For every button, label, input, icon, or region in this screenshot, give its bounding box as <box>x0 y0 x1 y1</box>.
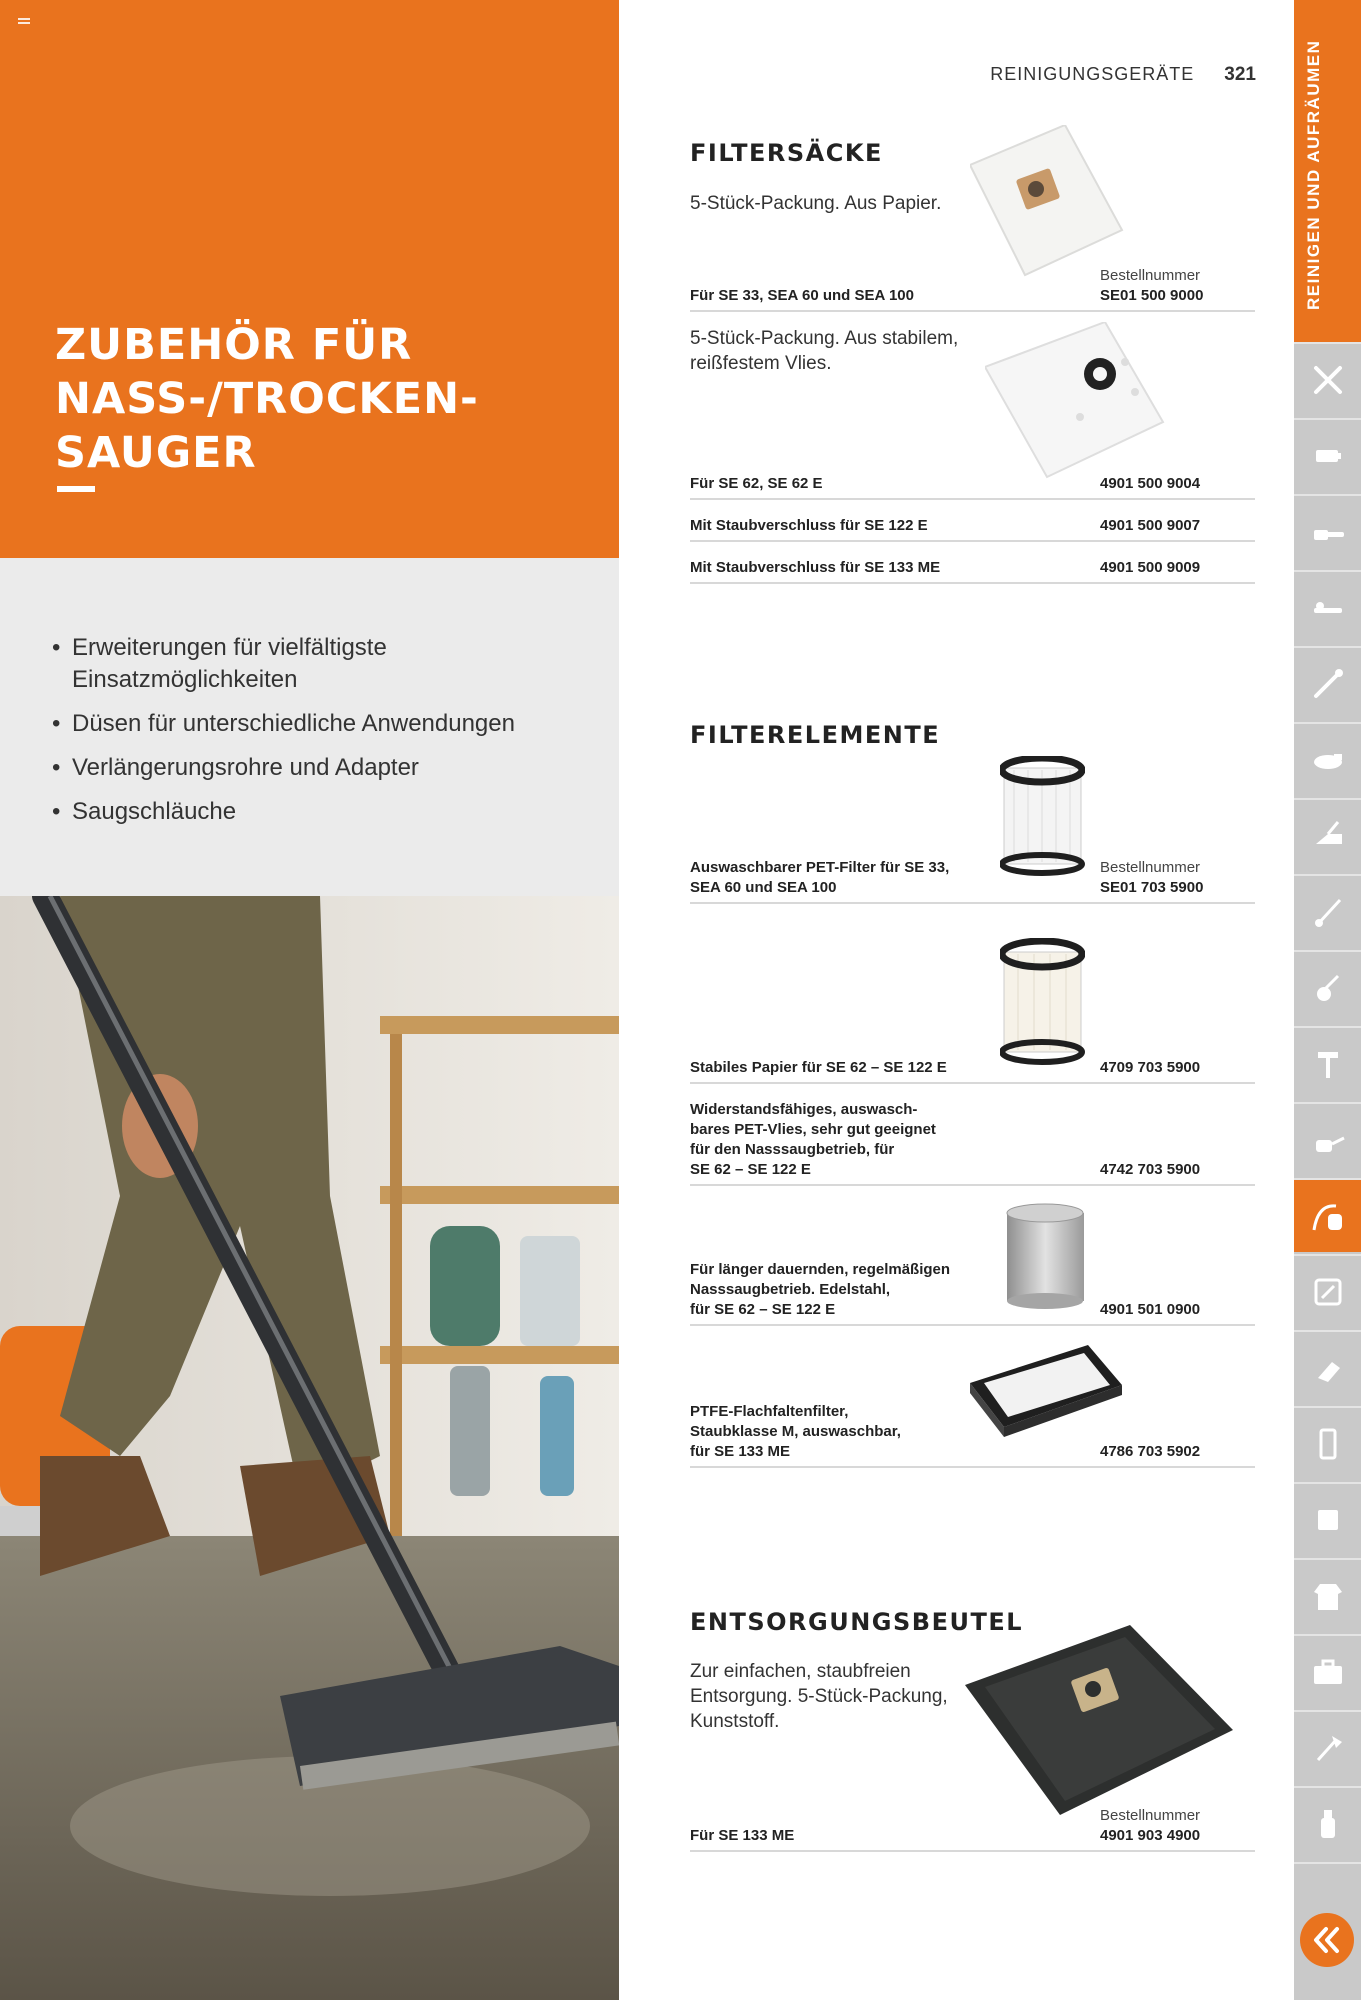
sidebar-item-cutoff[interactable] <box>1294 570 1361 644</box>
sidebar-item-care[interactable] <box>1294 1786 1361 1860</box>
order-row <box>690 1030 1255 1084</box>
order-number-value: SE01 500 9000 <box>1100 287 1204 304</box>
label-line: Nasssaugbetrieb. Edelstahl, <box>690 1281 891 1298</box>
sidebar-item-pressure-washer[interactable] <box>1294 1102 1361 1176</box>
label-line: SEA 60 und SEA 100 <box>690 879 837 896</box>
chainsaw-icon <box>1308 512 1348 552</box>
battery-icon <box>1308 436 1348 476</box>
category-sidebar <box>1294 0 1361 2000</box>
feature-item: • Saugschläuche <box>52 796 592 828</box>
order-number <box>1100 266 1203 306</box>
section-title-entsorgungsbeutel: ENTSORGUNGSBEUTEL <box>690 1608 1024 1636</box>
product-label: Für SE 62, SE 62 E <box>690 475 823 492</box>
order-row <box>690 500 1255 542</box>
order-row <box>690 470 1255 500</box>
product-label: Stabiles Papier für SE 62 – SE 122 E <box>690 1059 947 1076</box>
label-line: für den Nasssaugbetrieb, für <box>690 1141 895 1158</box>
pressure-washer-icon <box>1308 1120 1348 1160</box>
order-row <box>690 850 1255 904</box>
order-number-heading: Bestellnummer <box>1100 1807 1201 1824</box>
product-label <box>690 1100 936 1180</box>
sidebar-item-smart[interactable] <box>1294 1406 1361 1480</box>
sidebar-item-sweeper[interactable] <box>1294 1254 1361 1328</box>
label-line: für SE 62 – SE 122 E <box>690 1301 836 1318</box>
sidebar-active-category[interactable] <box>1294 0 1361 342</box>
order-number-value: 4901 501 0900 <box>1100 1301 1201 1318</box>
order-number-value: 4786 703 5902 <box>1100 1443 1201 1460</box>
tiller-icon <box>1308 968 1348 1008</box>
order-number-heading: Bestellnummer <box>1100 859 1201 876</box>
lawn-mower-icon <box>1308 816 1348 856</box>
order-number-heading: Bestellnummer <box>1100 267 1201 284</box>
cutoff-saw-icon <box>1308 588 1348 628</box>
order-row <box>690 267 1255 312</box>
desc-line: Zur einfachen, staubfreien <box>690 1661 911 1682</box>
blower-icon <box>1308 740 1348 780</box>
desc-line: 5-Stück-Packung. Aus stabilem, <box>690 328 959 349</box>
section-title-filtersaecke: FILTERSÄCKE <box>690 139 883 167</box>
sidebar-item-pole-pruner[interactable] <box>1294 646 1361 720</box>
product-label: Für SE 33, SEA 60 und SEA 100 <box>690 287 914 304</box>
order-number <box>1100 858 1203 898</box>
box-icon <box>1308 1500 1348 1540</box>
earth-auger-icon <box>1308 1044 1348 1084</box>
feature-list <box>52 632 592 840</box>
pole-pruner-icon <box>1308 664 1348 704</box>
jacket-icon <box>1308 1576 1348 1616</box>
entsorgung-desc <box>690 1659 948 1734</box>
sidebar-item-tiller[interactable] <box>1294 950 1361 1024</box>
order-row <box>690 542 1255 584</box>
spray-bottle-icon <box>1308 1804 1348 1844</box>
filtersaecke-desc-paper: 5-Stück-Packung. Aus Papier. <box>690 193 942 214</box>
label-line: Staubklasse M, auswaschbar, <box>690 1423 901 1440</box>
label-line: PTFE-Flachfaltenfilter, <box>690 1403 849 1420</box>
order-number-value: 4901 500 9004 <box>1100 475 1201 492</box>
sidebar-item-clothing[interactable] <box>1294 1558 1361 1632</box>
order-row <box>690 1326 1255 1468</box>
hero-title <box>55 318 575 480</box>
feature-item: • Düsen für unterschiedliche Anwendungen <box>52 708 592 740</box>
back-button[interactable] <box>1300 1913 1354 1967</box>
product-label <box>690 858 949 898</box>
hero-title-line: SAUGER <box>55 428 257 478</box>
order-row <box>690 1800 1255 1852</box>
product-label: Mit Staubverschluss für SE 133 ME <box>690 559 941 576</box>
desc-line: Kunststoff. <box>690 1711 780 1732</box>
sidebar-category-label: REINIGEN UND AUFRÄUMEN <box>1304 39 1323 310</box>
label-line: Widerstandsfähiges, auswasch- <box>690 1101 918 1118</box>
sidebar-item-tools[interactable] <box>1294 342 1361 416</box>
toolbox-icon <box>1308 1652 1348 1692</box>
label-line: Auswaschbarer PET-Filter für SE 33, <box>690 859 950 876</box>
sprayer-icon <box>1308 1348 1348 1388</box>
sidebar-item-sprayer[interactable] <box>1294 1330 1361 1404</box>
feature-item: • Erweiterungen für vielfältigste Einsatzmöglichkeiten <box>52 632 592 696</box>
sidebar-item-chainsaw[interactable] <box>1294 494 1361 568</box>
order-number-value: 4901 500 9009 <box>1100 559 1201 576</box>
page-number: 321 <box>1224 64 1256 85</box>
sidebar-item-mower[interactable] <box>1294 798 1361 872</box>
sidebar-item-battery[interactable] <box>1294 418 1361 492</box>
order-number-value: 4901 903 4900 <box>1100 1827 1201 1844</box>
desc-line: reißfestem Vlies. <box>690 353 832 374</box>
axe-icon <box>1308 1728 1348 1768</box>
sweeper-icon <box>1308 1272 1348 1312</box>
section-title-filterelemente: FILTERELEMENTE <box>690 721 941 749</box>
feature-item: • Verlängerungsrohre und Adapter <box>52 752 592 784</box>
menu-icon[interactable] <box>18 18 30 28</box>
vacuum-photo <box>0 896 619 2000</box>
sidebar-item-trimmer[interactable] <box>1294 874 1361 948</box>
paper-filterbag-image <box>970 125 1130 280</box>
header-category: REINIGUNGSGERÄTE <box>990 64 1195 84</box>
filtersaecke-desc-fleece <box>690 326 958 376</box>
title-underline <box>57 486 95 492</box>
order-row <box>690 1186 1255 1326</box>
sidebar-item-case[interactable] <box>1294 1634 1361 1708</box>
sidebar-item-accessories[interactable] <box>1294 1482 1361 1556</box>
sidebar-item-earth-auger[interactable] <box>1294 1026 1361 1100</box>
order-number-value: 4901 500 9007 <box>1100 517 1201 534</box>
sidebar-item-axe[interactable] <box>1294 1710 1361 1784</box>
desc-line: Entsorgung. 5-Stück-Packung, <box>690 1686 948 1707</box>
order-number-value: 4742 703 5900 <box>1100 1161 1201 1178</box>
trimmer-icon <box>1308 892 1348 932</box>
order-number <box>1100 1806 1200 1846</box>
order-number-value: SE01 703 5900 <box>1100 879 1204 896</box>
smartphone-icon <box>1308 1424 1348 1464</box>
product-label <box>690 1402 901 1462</box>
sidebar-item-vacuum[interactable] <box>1294 1178 1361 1252</box>
sidebar-item-blower[interactable] <box>1294 722 1361 796</box>
order-row <box>690 1084 1255 1186</box>
order-number-value: 4709 703 5900 <box>1100 1059 1201 1076</box>
left-column <box>0 0 619 2000</box>
product-label: Mit Staubverschluss für SE 122 E <box>690 517 928 534</box>
product-label <box>690 1260 950 1320</box>
label-line: Für länger dauernden, regelmäßigen <box>690 1261 951 1278</box>
wrench-screwdriver-icon <box>1308 360 1348 400</box>
product-label: Für SE 133 ME <box>690 1827 795 1844</box>
hero-title-line: ZUBEHÖR FÜR <box>55 320 413 370</box>
fleece-filterbag-image <box>985 322 1165 482</box>
disposal-bag-image <box>965 1625 1235 1817</box>
label-line: SE 62 – SE 122 E <box>690 1161 811 1178</box>
label-line: für SE 133 ME <box>690 1443 791 1460</box>
page-header <box>990 64 1256 86</box>
label-line: bares PET-Vlies, sehr gut geeignet <box>690 1121 936 1138</box>
hero-banner <box>0 0 619 558</box>
double-chevron-left-icon <box>1310 1923 1344 1957</box>
vacuum-cleaner-icon <box>1308 1196 1348 1236</box>
hero-title-line: NASS-/TROCKEN- <box>55 374 479 424</box>
